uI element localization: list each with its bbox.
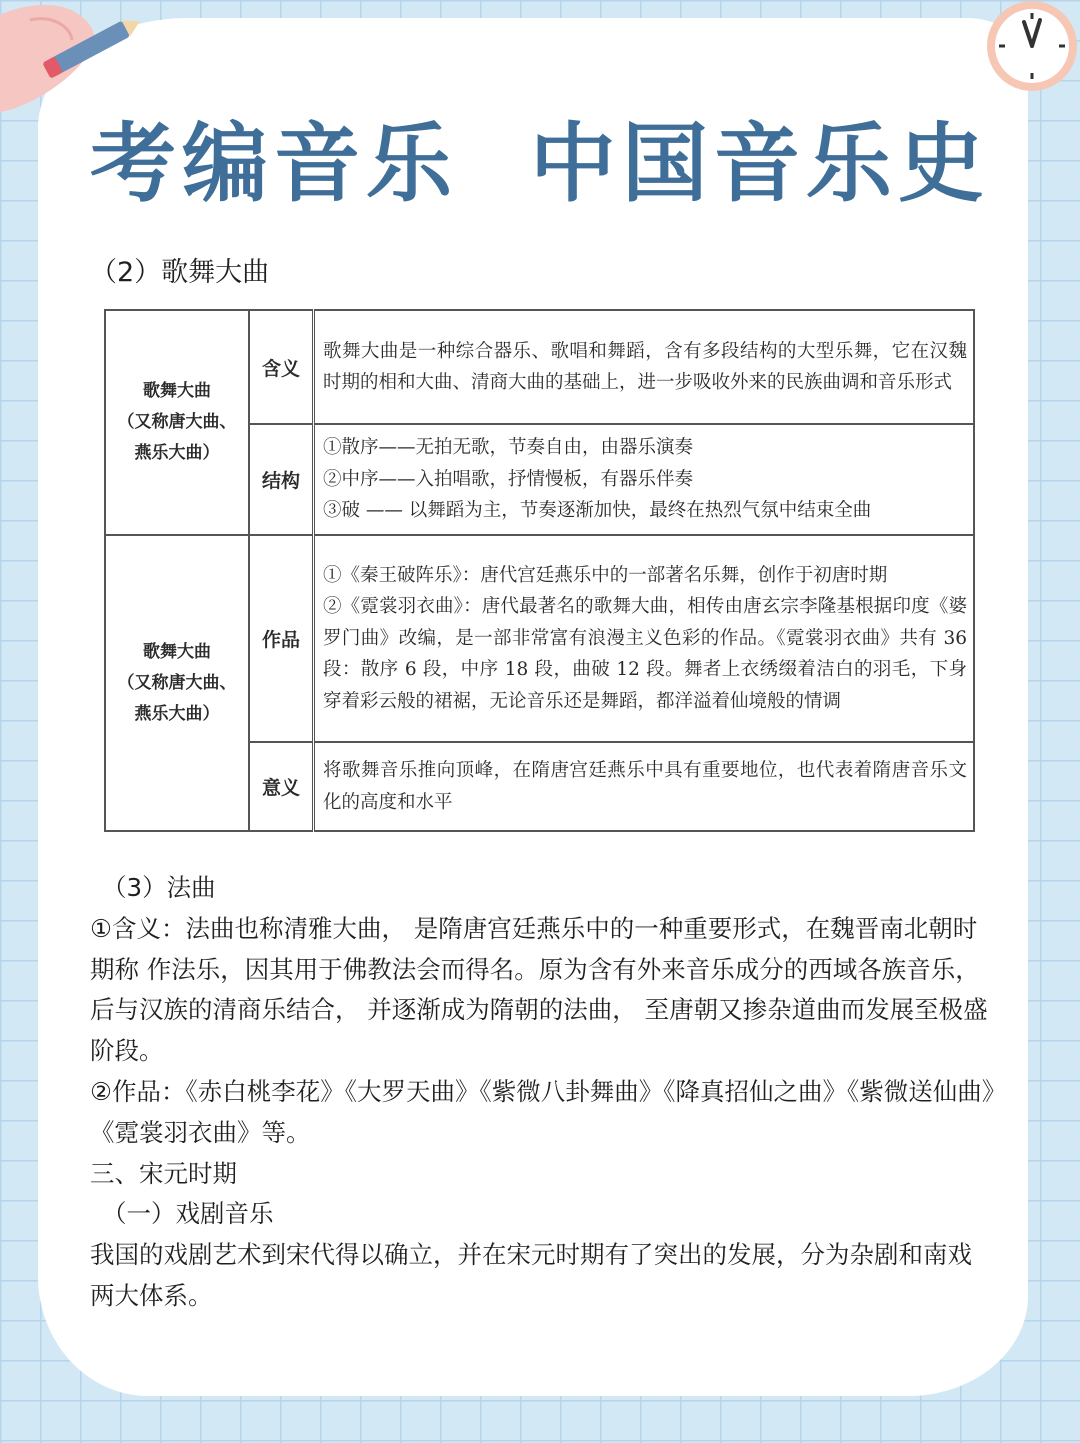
category-line: 歌舞大曲	[143, 381, 211, 401]
row-label: 含义	[249, 310, 314, 424]
row-content: 歌舞大曲是一种综合器乐、歌唱和舞蹈，含有多段结构的大型乐舞，它在汉魏时期的相和大曲、清商大曲的基础上，进一步吸收外来的民族曲调和音乐形式	[314, 310, 975, 424]
table-row	[105, 310, 974, 424]
category-line: 燕乐大曲）	[134, 703, 220, 724]
clock-icon	[980, 0, 1080, 98]
structure-line: ③破 —— 以舞蹈为主，节奏逐渐加快，最终在热烈气氛中结束全曲	[323, 500, 872, 522]
row-label: 结构	[249, 424, 314, 535]
works-line: ①《秦王破阵乐》：唐代宫廷燕乐中的一部著名乐舞，创作于初唐时期	[323, 564, 888, 586]
structure-line: ②中序——入拍唱歌，抒情慢板，有器乐伴奏	[323, 468, 694, 490]
works-line: ②《霓裳羽衣曲》：唐代最著名的歌舞大曲，相传由唐玄宗李隆基根据印度《婆罗门曲》改编，是一部非常富有浪漫主义色彩的作品。《霓裳羽衣曲》共有 36 段：散序 6 段，中序 18 段，曲破 12 段。舞者上衣绣缀着洁白的羽毛，下身穿着彩云般的裙裾，无论音乐还是舞蹈，都洋溢着仙境般的情调	[323, 596, 967, 712]
category-line: （又称唐大曲、	[117, 672, 237, 693]
page-title: 考编音乐 中国音乐史	[90, 114, 990, 214]
faqu-meaning: ①含义：法曲也称清雅大曲， 是隋唐宫廷燕乐中的一种重要形式，在魏晋南北朝时期称 作法乐，因其用于佛教法会而得名。原为含有外来音乐成分的西域各族音乐，后与汉族的清商乐结合， 并逐渐成为隋朝的法曲， 至唐朝又掺杂道曲而发展至极盛阶段。	[90, 913, 988, 1066]
row-content	[314, 535, 975, 742]
gewu-daqu-table	[104, 309, 975, 832]
section-heading-faqu: （3）法曲	[102, 873, 216, 902]
row-label: 意义	[249, 742, 314, 831]
section-heading-gewu-daqu: （2）歌舞大曲	[90, 257, 270, 288]
category-cell	[105, 535, 249, 831]
row-content: 将歌舞音乐推向顶峰，在隋唐宫廷燕乐中具有重要地位，也代表着隋唐音乐文化的高度和水平	[314, 742, 975, 831]
category-line: （又称唐大曲、	[117, 412, 237, 432]
section-heading-song-yuan: 三、宋元时期	[90, 1158, 237, 1188]
sub-heading-drama-music: （一）戏剧音乐	[102, 1199, 274, 1229]
structure-line: ①散序——无拍无歌，节奏自由，由器乐演奏	[323, 437, 694, 459]
row-content	[314, 424, 975, 535]
category-line: 燕乐大曲）	[134, 443, 220, 463]
category-cell	[105, 310, 249, 535]
body-text	[90, 868, 995, 1317]
drama-music-text: 我国的戏剧艺术到宋代得以确立，并在宋元时期有了突出的发展，分为杂剧和南戏两大体系。	[90, 1240, 972, 1310]
faqu-works: ②作品：《赤白桃李花》《大罗天曲》《紫微八卦舞曲》《降真招仙之曲》《紫微送仙曲》《霓裳羽衣曲》等。	[90, 1076, 994, 1147]
table-row	[105, 535, 974, 742]
category-line: 歌舞大曲	[143, 641, 211, 662]
row-label: 作品	[249, 535, 314, 742]
